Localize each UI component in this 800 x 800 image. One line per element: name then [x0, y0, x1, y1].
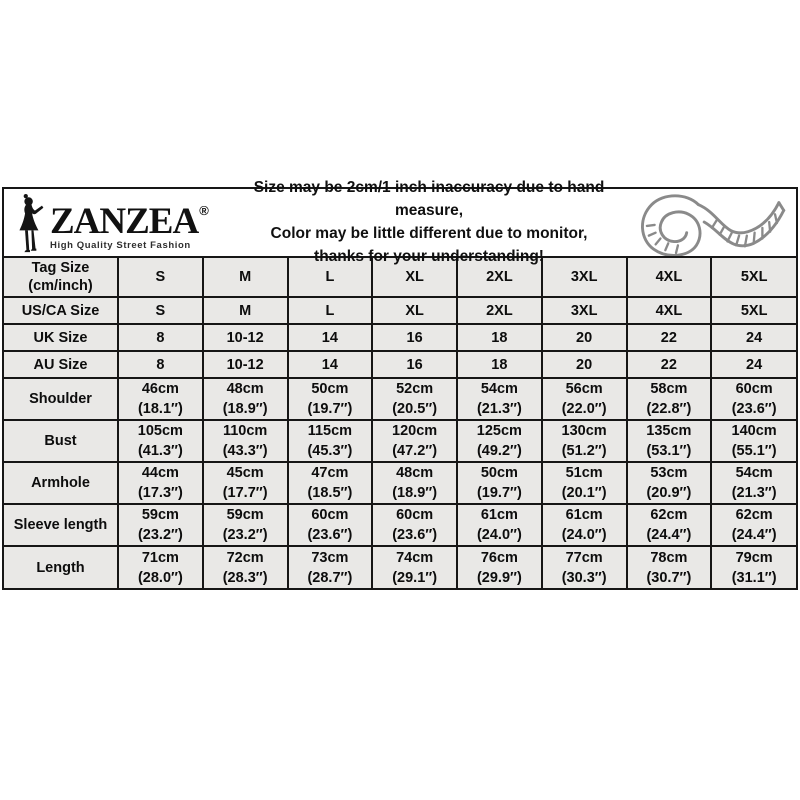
table-cell: 14	[288, 351, 373, 378]
table-cell: 77cm (30.3″)	[542, 546, 627, 588]
table-cell: 60cm (23.6″)	[288, 504, 373, 546]
row-label: AU Size	[4, 351, 118, 378]
table-cell: 22	[627, 351, 712, 378]
table-cell: S	[118, 257, 203, 297]
table-cell: 3XL	[542, 257, 627, 297]
table-cell: 115cm (45.3″)	[288, 420, 373, 462]
row-label: Bust	[4, 420, 118, 462]
table-cell: 51cm (20.1″)	[542, 462, 627, 504]
table-cell: 2XL	[457, 257, 542, 297]
woman-silhouette-icon	[12, 193, 48, 255]
table-cell: 18	[457, 351, 542, 378]
table-cell: 61cm (24.0″)	[542, 504, 627, 546]
table-row	[4, 504, 796, 546]
notice-line-3: thanks for your understanding!	[314, 247, 544, 265]
table-cell: L	[288, 257, 373, 297]
table-cell: 4XL	[627, 297, 712, 324]
table-cell: 53cm (20.9″)	[627, 462, 712, 504]
table-cell: 61cm (24.0″)	[457, 504, 542, 546]
table-cell: 8	[118, 324, 203, 351]
table-cell: 44cm (17.3″)	[118, 462, 203, 504]
table-cell: 76cm (29.9″)	[457, 546, 542, 588]
table-cell: 72cm (28.3″)	[203, 546, 288, 588]
measure-notice	[230, 176, 628, 270]
table-cell: L	[288, 297, 373, 324]
table-cell: 10-12	[203, 324, 288, 351]
table-cell: 47cm (18.5″)	[288, 462, 373, 504]
table-cell: 20	[542, 324, 627, 351]
table-cell: 56cm (22.0″)	[542, 378, 627, 420]
table-cell: 50cm (19.7″)	[288, 378, 373, 420]
table-cell: 48cm (18.9″)	[203, 378, 288, 420]
table-row	[4, 351, 796, 378]
table-cell: 3XL	[542, 297, 627, 324]
table-cell: 24	[711, 351, 796, 378]
row-label: US/CA Size	[4, 297, 118, 324]
table-cell: XL	[372, 297, 457, 324]
row-label: Length	[4, 546, 118, 588]
table-cell: 48cm (18.9″)	[372, 462, 457, 504]
table-cell: 18	[457, 324, 542, 351]
table-cell: 14	[288, 324, 373, 351]
table-cell: 20	[542, 351, 627, 378]
notice-line-1: Size may be 2cm/1 inch inaccuracy due to hand measure,	[253, 178, 605, 219]
table-cell: 2XL	[457, 297, 542, 324]
table-cell: 10-12	[203, 351, 288, 378]
table-row	[4, 546, 796, 588]
table-cell: M	[203, 297, 288, 324]
table-cell: 5XL	[711, 257, 796, 297]
brand-logo-text	[50, 194, 209, 251]
table-cell: 22	[627, 324, 712, 351]
table-cell: 58cm (22.8″)	[627, 378, 712, 420]
table-cell: 79cm (31.1″)	[711, 546, 796, 588]
table-cell: 59cm (23.2″)	[118, 504, 203, 546]
table-row	[4, 297, 796, 324]
row-label: Shoulder	[4, 378, 118, 420]
table-cell: 8	[118, 351, 203, 378]
table-cell: 16	[372, 351, 457, 378]
table-cell: 73cm (28.7″)	[288, 546, 373, 588]
size-chart-table	[4, 256, 796, 588]
table-row	[4, 462, 796, 504]
size-chart-body	[4, 257, 796, 588]
measuring-tape-icon	[628, 190, 790, 256]
table-row	[4, 378, 796, 420]
size-chart-panel	[2, 178, 798, 590]
table-cell: 46cm (18.1″)	[118, 378, 203, 420]
table-cell: 120cm (47.2″)	[372, 420, 457, 462]
table-cell: 71cm (28.0″)	[118, 546, 203, 588]
table-cell: 110cm (43.3″)	[203, 420, 288, 462]
row-label: Sleeve length	[4, 504, 118, 546]
table-cell: XL	[372, 257, 457, 297]
table-cell: S	[118, 297, 203, 324]
row-label: Armhole	[4, 462, 118, 504]
table-cell: 62cm (24.4″)	[711, 504, 796, 546]
table-cell: 54cm (21.3″)	[457, 378, 542, 420]
table-row	[4, 324, 796, 351]
table-cell: 140cm (55.1″)	[711, 420, 796, 462]
table-cell: 45cm (17.7″)	[203, 462, 288, 504]
table-cell: 74cm (29.1″)	[372, 546, 457, 588]
registered-trademark-icon: ®	[199, 203, 209, 219]
table-cell: 5XL	[711, 297, 796, 324]
table-cell: 105cm (41.3″)	[118, 420, 203, 462]
table-cell: 16	[372, 324, 457, 351]
table-cell: 135cm (53.1″)	[627, 420, 712, 462]
row-label: UK Size	[4, 324, 118, 351]
table-cell: 60cm (23.6″)	[711, 378, 796, 420]
table-cell: 52cm (20.5″)	[372, 378, 457, 420]
table-row	[4, 420, 796, 462]
table-cell: 4XL	[627, 257, 712, 297]
table-cell: 60cm (23.6″)	[372, 504, 457, 546]
brand-name: ZANZEA	[50, 201, 199, 243]
table-cell: M	[203, 257, 288, 297]
row-label: Tag Size (cm/inch)	[4, 257, 118, 297]
table-cell: 78cm (30.7″)	[627, 546, 712, 588]
brand-logo	[12, 191, 230, 255]
table-cell: 50cm (19.7″)	[457, 462, 542, 504]
table-cell: 125cm (49.2″)	[457, 420, 542, 462]
table-cell: 59cm (23.2″)	[203, 504, 288, 546]
table-cell: 54cm (21.3″)	[711, 462, 796, 504]
table-cell: 130cm (51.2″)	[542, 420, 627, 462]
header	[4, 178, 796, 265]
table-cell: 62cm (24.4″)	[627, 504, 712, 546]
table-cell: 24	[711, 324, 796, 351]
brand-tagline: High Quality Street Fashion	[50, 240, 191, 252]
notice-line-2: Color may be little different due to monitor,	[270, 224, 588, 242]
